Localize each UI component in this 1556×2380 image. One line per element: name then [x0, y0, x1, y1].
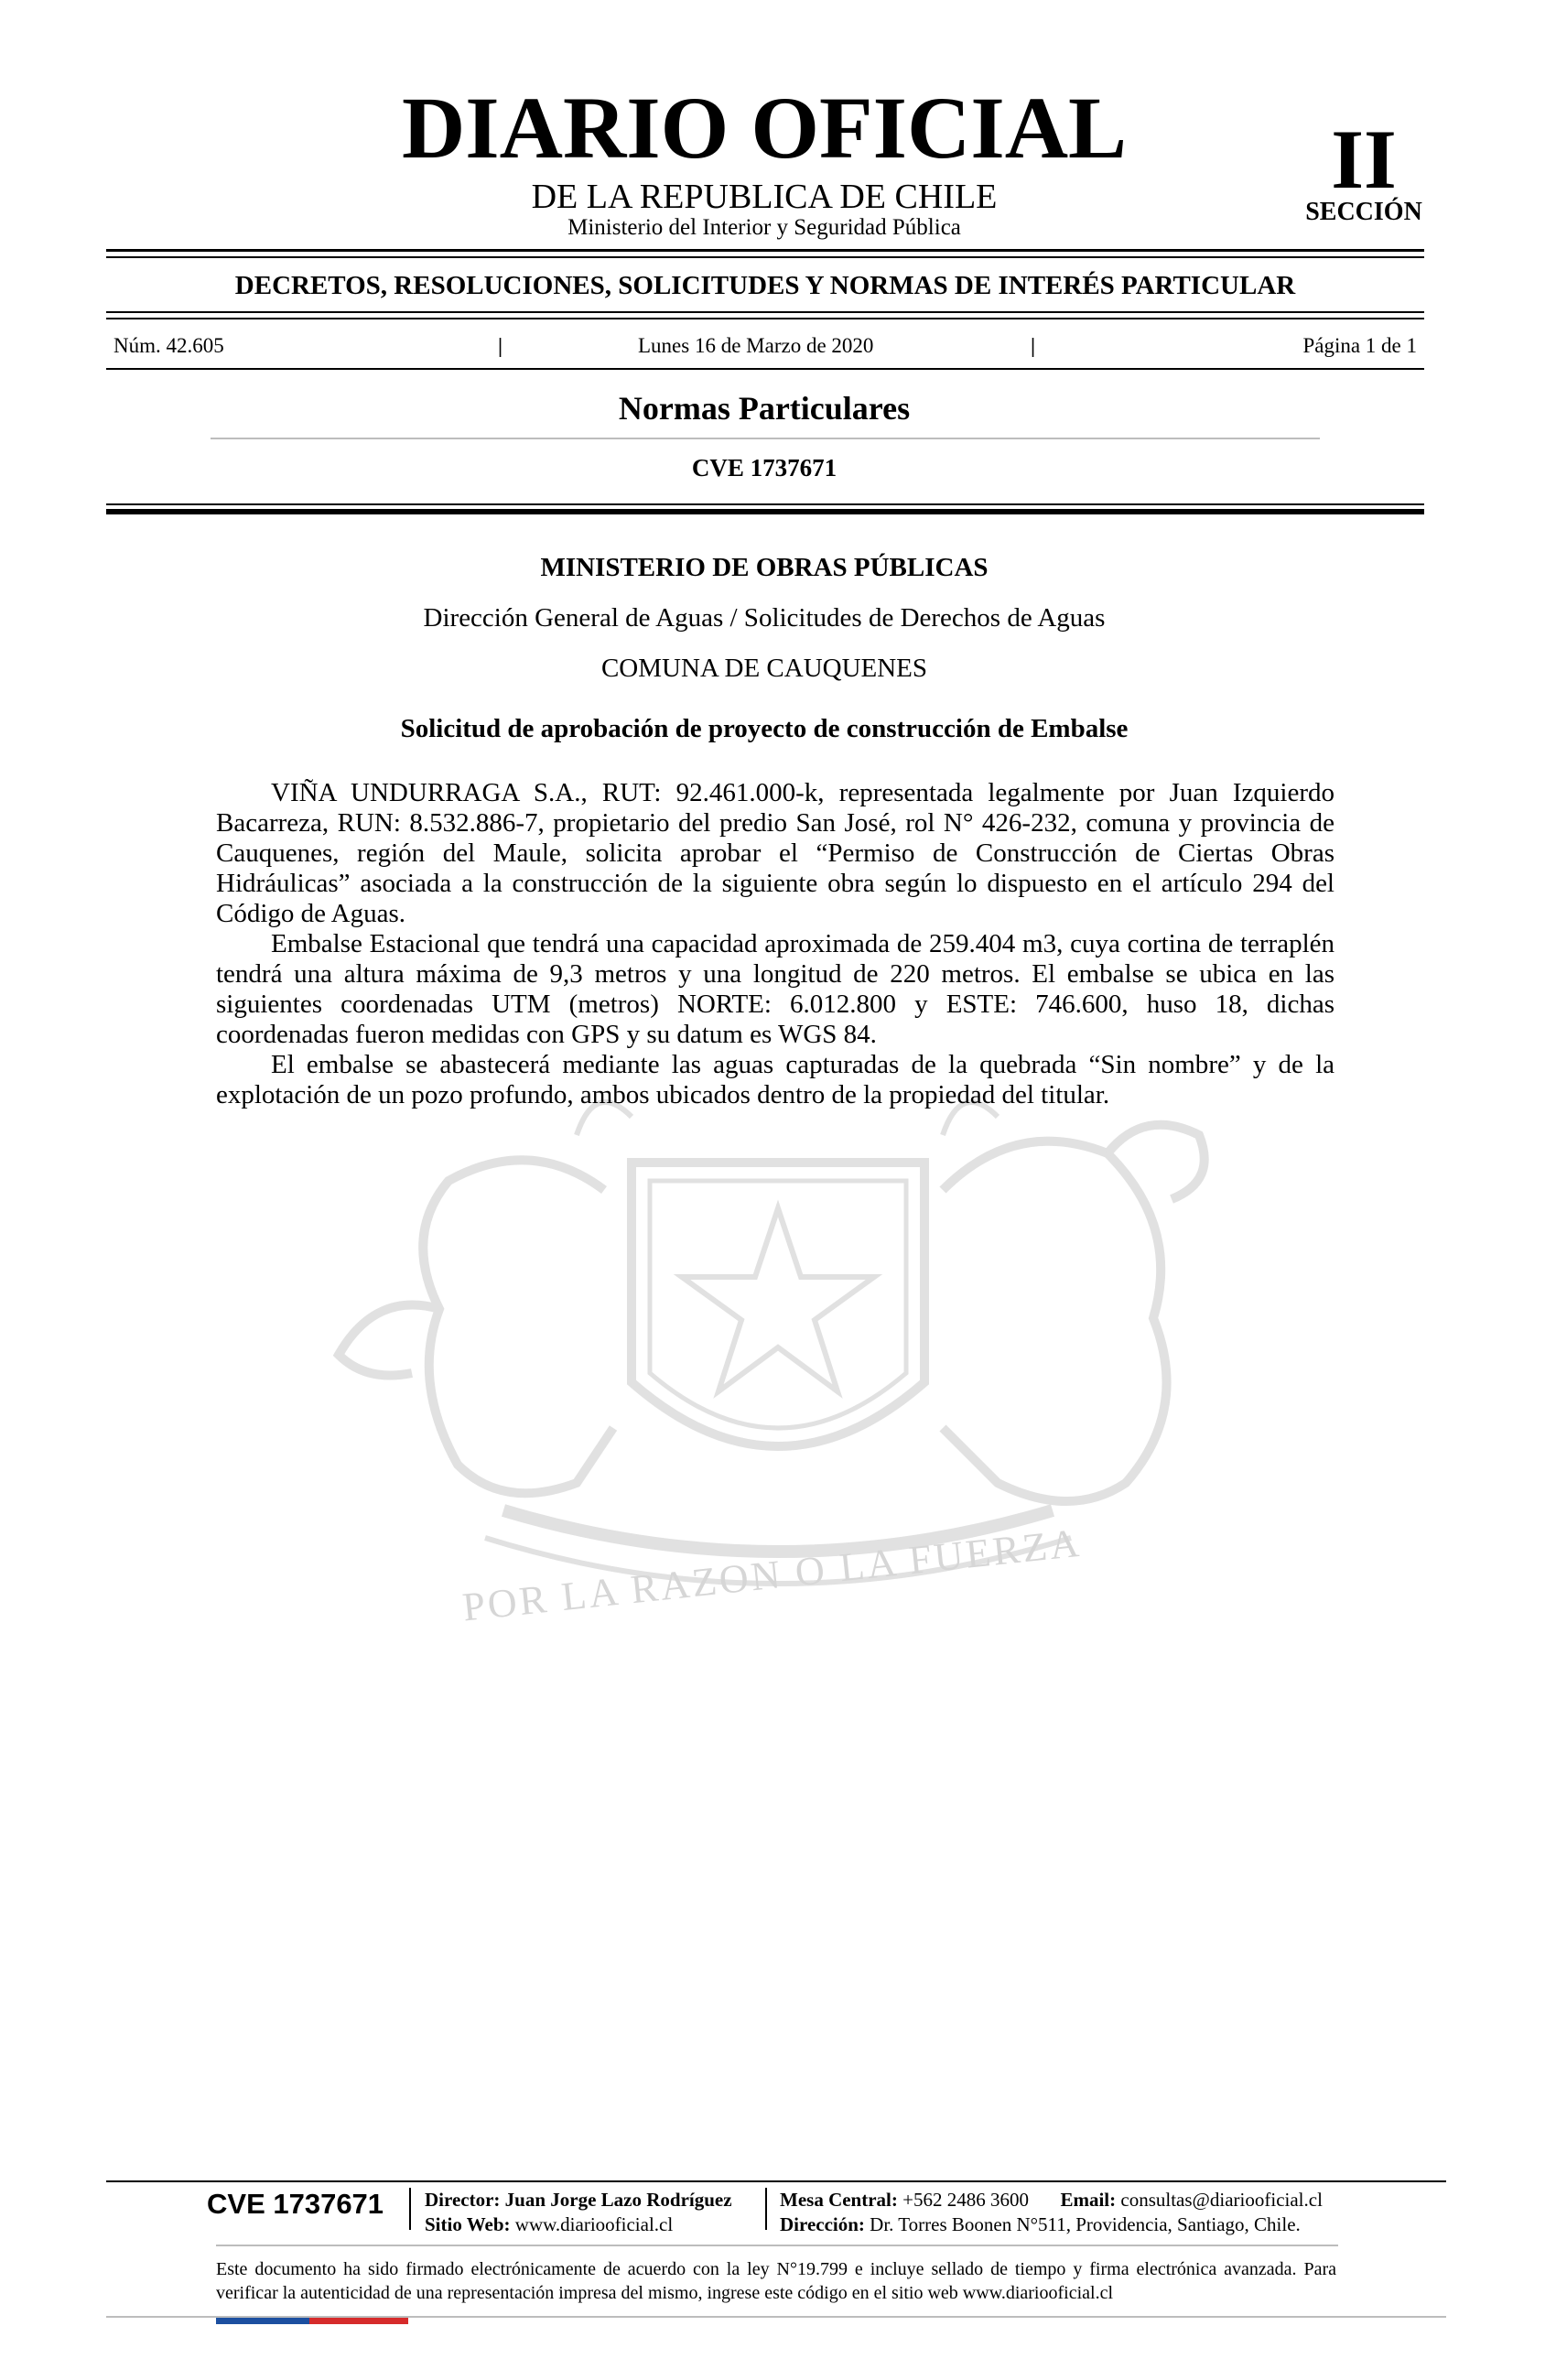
document-body [216, 778, 1334, 1110]
info-rule [106, 368, 1424, 370]
section-title: Normas Particulares [618, 390, 911, 427]
footer-rule-mid [216, 2245, 1338, 2246]
masthead-ministry: Ministerio del Interior y Seguridad Pública [567, 215, 961, 240]
document-subject: Solicitud de aprobación de proyecto de construcción de Embalse [400, 714, 1129, 743]
website-link[interactable]: www.diariooficial.cl [514, 2213, 674, 2235]
header-rule-top-2 [106, 256, 1424, 258]
footer-rule-top [106, 2180, 1446, 2182]
footer-director-block [425, 2188, 732, 2237]
section-title-rule [211, 438, 1320, 439]
banner-rule-1 [106, 311, 1424, 313]
section-label: SECCIÓN [1305, 198, 1422, 226]
header-rule-top [106, 249, 1424, 252]
body-paragraph: Embalse Estacional que tendrá una capacidad aproximada de 259.404 m3, cuya cortina de terraplén tendrá una altura máxima de 9,3 metros y una longitud de 220 metros. El embalse se ubica en las siguientes coordenadas UTM (metros) NORTE: 6.012.800 y ESTE: 746.600, huso 18, dichas coordenadas fueron medidas con GPS y su datum es WGS 84. [216, 929, 1334, 1049]
watermark-motto: POR LA RAZON O LA FUERZA [460, 1520, 1084, 1630]
document-direction: Dirección General de Aguas / Solicitudes de Derechos de Aguas [423, 603, 1106, 633]
masthead-subtitle: DE LA REPUBLICA DE CHILE [531, 178, 998, 216]
coat-of-arms-watermark [302, 1080, 1245, 1703]
address-label: Dirección: [780, 2213, 865, 2235]
document-ministry: MINISTERIO DE OBRAS PÚBLICAS [540, 553, 989, 582]
email-link[interactable]: consultas@diariooficial.cl [1120, 2189, 1323, 2211]
banner-rule-2 [106, 318, 1424, 319]
section-number: II [1331, 113, 1397, 206]
flag-stripe-blue [216, 2318, 309, 2324]
footer-contact-block [780, 2188, 1323, 2237]
issue-number: Núm. 42.605 [113, 334, 224, 357]
info-separator-1: | [498, 334, 503, 357]
issue-date: Lunes 16 de Marzo de 2020 [638, 334, 874, 357]
phone-label: Mesa Central: [780, 2189, 898, 2211]
address-text: Dr. Torres Boonen N°511, Providencia, Santiago, Chile. [870, 2213, 1301, 2235]
director-name: Juan Jorge Lazo Rodríguez [504, 2189, 732, 2211]
cve-rule-2 [106, 509, 1424, 514]
masthead-title: DIARIO OFICIAL [401, 79, 1128, 177]
cve-rule-1 [106, 503, 1424, 505]
info-separator-2: | [1031, 334, 1036, 357]
footer-separator-1 [409, 2188, 411, 2230]
page-indicator: Página 1 de 1 [1302, 334, 1417, 357]
body-paragraph: VIÑA UNDURRAGA S.A., RUT: 92.461.000-k, representada legalmente por Juan Izquierdo Bacarreza, RUN: 8.532.886-7, propietario del predio San José, rol N° 426-232, comuna y provincia de Cauquenes, región del Maule, solicita aprobar el “Permiso de Construcción de Ciertas Obras Hidráulicas” asociada a la construcción de la siguiente obra según lo dispuesto en el artículo 294 del Código de Aguas. [216, 778, 1334, 928]
body-paragraph: El embalse se abastecerá mediante las aguas capturadas de la quebrada “Sin nombre” y de la explotación de un pozo profundo, ambos ubicados dentro de la propiedad del titular. [216, 1050, 1334, 1109]
director-label: Director: [425, 2189, 501, 2211]
footer-separator-2 [765, 2188, 767, 2230]
website-label: Sitio Web: [425, 2213, 511, 2235]
flag-stripe-red [309, 2318, 408, 2324]
section-banner: DECRETOS, RESOLUCIONES, SOLICITUDES Y NORMAS DE INTERÉS PARTICULAR [234, 271, 1296, 300]
footer-cve-code: CVE 1737671 [207, 2188, 384, 2220]
document-commune: COMUNA DE CAUQUENES [600, 654, 928, 683]
email-label: Email: [1060, 2189, 1117, 2211]
phone-number: +562 2486 3600 [902, 2189, 1029, 2211]
footer-legal-note: Este documento ha sido firmado electrónicamente de acuerdo con la ley N°19.799 e incluye sellado de tiempo y firma electrónica avanzada. Para verificar la autenticidad de una representación impresa del mismo, ingrese este código en el sitio web www.diariooficial.cl [216, 2259, 1336, 2303]
cve-code-top: CVE 1737671 [691, 454, 837, 481]
